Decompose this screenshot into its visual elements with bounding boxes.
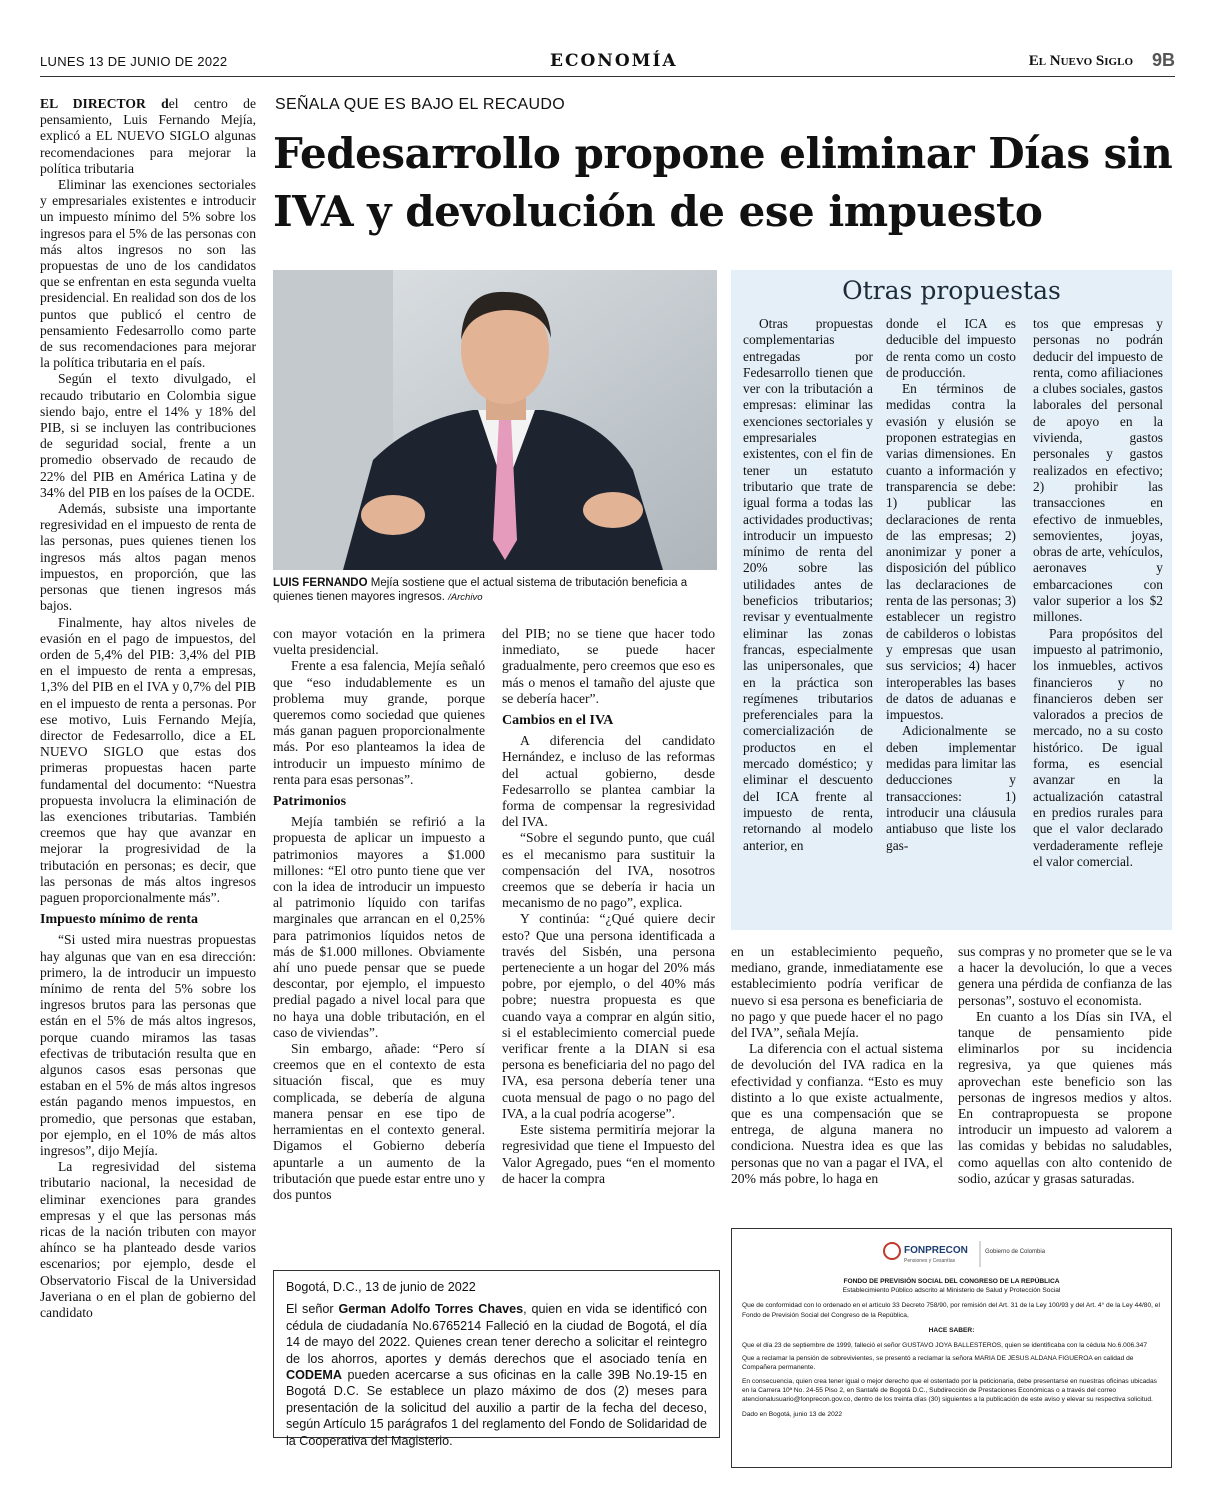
paragraph: Además, subsiste una importante regresividad en el impuesto de renta de las personas, pues quienes tienen los ingresos más altos pagan menos impuestos, en proporción, que las personas que tienen ingresos más bajos. xyxy=(40,501,256,614)
article-photo xyxy=(273,270,717,570)
notice-intro: Que de conformidad con lo ordenado en el artículo 33 Decreto 758/90, por remisión del Art. 31 de la Ley 100/93 y del Art. 4° de la Ley 44/80, el Fondo de Previsión Social del Congreso de la República, xyxy=(742,1302,1160,1319)
hace-saber: HACE SABER: xyxy=(928,1326,975,1334)
notice-body xyxy=(286,1301,707,1449)
notice-dated: Dado en Bogotá, junio 13 de 2022 xyxy=(742,1411,843,1419)
page-number: 9B xyxy=(1151,50,1175,70)
fonprecon-logo-icon xyxy=(882,1237,1046,1271)
subheading: Cambios en el IVA xyxy=(502,713,614,729)
paragraph: donde el ICA es deducible del impuesto de renta como un costo de producción. xyxy=(886,316,1016,380)
issue-date: LUNES 13 DE JUNIO DE 2022 xyxy=(40,54,228,69)
logo-text: FONPRECON xyxy=(904,1245,968,1256)
caption-lead: LUIS FERNANDO xyxy=(273,577,368,589)
notice-text: El señor xyxy=(286,1302,339,1317)
article-column-4 xyxy=(731,944,943,1187)
subheading: Patrimonios xyxy=(273,794,347,810)
paragraph: “Si usted mira nuestras propuestas hay algunas que van en esa dirección: primero, la de introducir un impuesto mínimo de renta del 5% sobre los ingresos brutos para las personas que están en el 5% de más altos ingresos, porque cuando miramos las tasas efectivas de tributación resulta que en algunos casos esas personas que estaban en el 5% de más altos ingresos están pagando menos impuestos, en promedio, que personas que estaban, por ejemplo, en el 10% de más altos ingresos”, dijo Mejía. xyxy=(40,932,256,1158)
notice-city-date: Bogotá, D.C., 13 de junio de 2022 xyxy=(286,1280,476,1294)
organization-name: CODEMA xyxy=(286,1368,342,1383)
notice-text: Que el día 23 de septiembre de 1999, falleció el señor GUSTAVO JOYA BALLESTEROS, quien se identificaba con la cédula No.6.006.347 xyxy=(742,1342,1148,1350)
paragraph: Otras propuestas complementarias entregadas por Fedesarrollo tienen que ver con la tributación a empresas: eliminar las exenciones sectoriales y empresariales existentes, con el fin de tener un estatuto tributario que trate de igual forma a todas las actividades productivas; introducir un impuesto mínimo de renta del 20% sobre las utilidades antes de beneficios tributarios; revisar y eventualmente eliminar las zonas francas, especialmente las unipersonales, que en la práctica son regímenes tributarios preferenciales para la comercialización de productos en el mercado doméstico; y eliminar el descuento del ICA frente al impuesto de renta, retornando al modelo anterior, en xyxy=(743,316,873,853)
entity-name: FONDO DE PREVISIÓN SOCIAL DEL CONGRESO DE LA REPÚBLICA xyxy=(843,1278,1060,1285)
portrait-illustration xyxy=(273,270,717,570)
paragraph: En términos de medidas contra la evasión y elusión se proponen estrategias en varias dimensiones. En cuanto a información y transparencia se debe: 1) publicar las declaraciones de renta de las empresas; 2) anonimizar y poner a disposición del público las declaraciones de renta de las personas; 3) establecer un registro de cabilderos o lobistas y empresas que usan sus servicios; 4) hacer interoperables las bases de datos de aduanas e impuestos. xyxy=(886,381,1016,723)
paragraph: Y continúa: “¿Qué quiere decir esto? Que una persona identificada a través del Sisbén, una persona perteneciente a un hogar del 20% más pobre, por ejemplo, o del 40% más pobre; nuestra propuesta es que cuando vaya a comprar en algún sitio, si el establecimiento comercial puede verificar frente a la DIAN si esa persona es beneficiaria del no pago del IVA, esa persona debería tener una cuota mensual de pago o no pago del IVA, a la cual podría acogerse”. xyxy=(502,911,715,1121)
lead-bold: EL DIRECTOR d xyxy=(40,96,169,111)
sidebar-column-1 xyxy=(743,316,873,854)
article-column-3 xyxy=(502,626,715,1187)
sidebar-column-2 xyxy=(886,316,1016,854)
paragraph: Eliminar las exenciones sectoriales y empresariales existentes e introducir un impuesto mínimo del 5% sobre los ingresos para el 5% de las personas con más altos ingresos no son las propuestas de uno de los candidatos que se enfrentan en esta segunda vuelta presidencial. En realidad son dos de los puntos que publicó el centro de pensamiento Fedesarrollo como parte de sus recomendaciones para mejorar la política tributaria en el país. xyxy=(40,177,256,371)
sidebar-box xyxy=(731,270,1172,930)
notice-text: En consecuencia, quien crea tener igual o mejor derecho que el ostentado por la peticionaria, debe presentarse en nuestras oficinas ubicadas en la Carrera 10ª No. 24-55 Piso 2, en Santafé de Bogotá D.C., Subdirección de Prestaciones Económicas o a través del correo atencionalusuario@fonprecon.gov.co, dentro de los treinta días (30) siguientes a la publicación de este aviso y elevar su respectiva solicitud. xyxy=(742,1377,1157,1404)
paragraph: en un establecimiento pequeño, mediano, grande, inmediatamente ese establecimiento podría verificar de nuevo si esa persona es beneficiaria de no pago y que puede hacer el no pago del IVA”, señala Mejía. xyxy=(731,944,943,1041)
legal-notice-fonprecon xyxy=(731,1228,1172,1468)
caption-text: Mejía sostiene que el actual sistema de tributación beneficia a quienes tienen mayores ingresos. xyxy=(273,577,688,603)
paragraph: Según el texto divulgado, el recaudo tributario en Colombia sigue siendo bajo, entre el 14% y 18% del PIB, si se incluyen las contribuciones de seguridad social, frente a un promedio observado de recaudo de 22% del PIB en América Latina y de 34% del PIB en los países de la OCDE. xyxy=(40,371,256,500)
paragraph: “Sobre el segundo punto, que cuál es el mecanismo para sustituir la compensación del IVA, nosotros creemos que se debería ir hacia un mecanismo de no pago”, explica. xyxy=(502,830,715,911)
paragraph: Para propósitos del impuesto al patrimonio, los inmuebles, activos financieros y no financieros deben ser valorados a precios de mercado, no a su costo histórico. De igual forma, es esencial avanzar en la actualización catastral en predios rurales para que el valor declarado verdaderamente refleje el valor comercial. xyxy=(1033,625,1163,869)
sidebar-column-3 xyxy=(1033,316,1163,870)
deceased-name: German Adolfo Torres Chaves xyxy=(338,1302,524,1317)
sidebar-title: Otras propuestas xyxy=(842,276,1061,305)
article-lead xyxy=(40,96,256,177)
paragraph: A diferencia del candidato Hernández, e incluso de las reformas del actual gobierno, desde Fedesarrollo se plantea cambiar la forma de compensar la regresividad del IVA. xyxy=(502,733,715,830)
article-column-2 xyxy=(273,626,485,1203)
paragraph: Mejía también se refirió a la propuesta de aplicar un impuesto a patrimonios mayores a $1.000 millones: “El otro punto tiene que ver con la idea de introducir un impuesto al patrimonio líquido con tarifas marginales que arrancan en el 0,25% para patrimonios líquidos netos de más de $1.000 millones. Obviamente ahí uno puede pensar que se puede descontar, por ejemplo, el impuesto predial pagado a nivel local para que no haya una doble tributación, en el caso de viviendas”. xyxy=(273,814,485,1040)
notice-text: pueden acercarse a sus oficinas en la calle 39B No.19-15 en Bogotá D.C. Se establece un plazo máximo de dos (2) meses para presentación de la solicitud del auxilio a partir de la fecha del deceso, según Artículo 15 parágrafos 1 del reglamento del Fondo de Solidaridad de la Cooperativa del Magisterio. xyxy=(286,1368,707,1448)
paragraph: sus compras y no prometer que se le va a hacer la devolución, lo que a veces genera una pérdida de confianza de las personas”, sostuvo el economista. xyxy=(958,944,1172,1008)
section-name: ECONOMÍA xyxy=(550,51,678,71)
entity-sub: Establecimiento Público adscrito al Ministerio de Salud y Protección Social xyxy=(842,1287,1061,1295)
lead-text: el centro de pensamiento, Luis Fernando Mejía, explicó a EL NUEVO SIGLO algunas recomendaciones para mejorar la política tributaria xyxy=(40,96,257,176)
article-column-5 xyxy=(958,944,1172,1187)
notice-text: Que a reclamar la pensión de sobrevivientes, se presentó a reclamar la señora MARIA DE JESUS ALDANA FIGUEROA en calidad de Compañera permanente. xyxy=(742,1355,1134,1372)
article-column-1 xyxy=(40,96,256,1321)
photo-caption xyxy=(273,576,717,605)
paragraph: Sin embargo, añade: “Pero sí creemos que en el contexto de esta situación fiscal, que es muy complicada, se debería de alguna manera pensar en ese tipo de herramientas en el contexto general. Digamos el Gobierno debería apuntarle a un aumento de la tributación que puede estar entre uno y dos puntos xyxy=(273,1041,485,1202)
masthead xyxy=(40,50,1175,77)
paragraph: Este sistema permitiría mejorar la regresividad que tiene el Impuesto del Valor Agregado, pues “en el momento de hacer la compra xyxy=(502,1122,715,1186)
notice-text: , quien en vida se identificó con cédula de ciudadanía No.6765214 Falleció en la ciudad de Bogotá, el día 14 de mayo del 2022. Quienes crean tener derecho a solicitar el reintegro de los ahorros, aportes y demás derechos que el asociado tenía en xyxy=(286,1302,708,1366)
article-kicker: SEÑALA QUE ES BAJO EL RECAUDO xyxy=(275,96,565,113)
paragraph: La regresividad del sistema tributario nacional, la necesidad de eliminar exenciones para grandes empresas y el que las personas más ricas de la nación tributen con mayor ahínco se ha planteado desde varios escenarios; por ejemplo, desde el Observatorio Fiscal de la Universidad Javeriana o en el plan de gobierno del candidato xyxy=(40,1159,256,1321)
gov-text: Gobierno de Colombia xyxy=(985,1249,1046,1255)
paragraph: Finalmente, hay altos niveles de evasión en el pago de impuestos, del orden de 5,4% del PIB: 3,4% del PIB en el impuesto de renta a empresas, 1,3% del PIB en el IVA y 0,7% del PIB en el impuesto de renta a personas. Por ese motivo, Luis Fernando Mejía, director de Fedesarrollo, dice a EL NUEVO SIGLO que estas dos primeras propuestas hacen parte fundamental del documento: “Nuestra propuesta involucra la eliminación de las exenciones tributarias. También creemos que hay que avanzar en mejorar la progresividad de la tributación en personas; es decir, que las personas de más altos ingresos paguen proporcionalmente más”. xyxy=(40,614,256,905)
photo-credit: /Archivo xyxy=(448,592,483,603)
legal-notice-codema xyxy=(273,1270,720,1448)
article-headline: Fedesarrollo propone eliminar Días sin IVA y devolución de ese impuesto xyxy=(273,129,1173,236)
paragraph: con mayor votación en la primera vuelta presidencial. xyxy=(273,626,485,658)
paragraph: tos que empresas y personas no podrán deducir del impuesto de renta, como afiliaciones a clubes sociales, gastos laborales del personal de apoyo en la vivienda, gastos personales y gastos realizados en efectivo; 2) prohibir las transacciones en efectivo de inmuebles, semovientes, joyas, obras de arte, vehículos, aeronaves y embarcaciones con valor superior a los $2 millones. xyxy=(1033,316,1163,625)
paragraph: Frente a esa falencia, Mejía señaló que “eso indudablemente es un problema muy grande, porque queremos como sociedad que quienes más ganan paguen proporcionalmente más. Por eso planteamos la idea de introducir un impuesto mínimo de renta para esas personas”. xyxy=(273,658,485,787)
paragraph: La diferencia con el actual sistema de devolución del IVA radica en la efectividad y confianza. “Esto es muy distinto a lo que existe actualmente, que es una compensación que se entrega, de alguna manera no condiciona. Nuestra idea es que las personas que no van a pagar el IVA, el 20% más pobre, lo haga en xyxy=(731,1041,943,1186)
logo-sub: Pensiones y Cesantías xyxy=(904,1258,956,1264)
newspaper-brand: El Nuevo Siglo xyxy=(1028,53,1133,69)
paragraph: Adicionalmente se deben implementar medidas para limitar las deducciones y transacciones: 1) introducir una cláusula antiabuso que liste los gas- xyxy=(886,723,1016,853)
paragraph: En cuanto a los Días sin IVA, el tanque de pensamiento pide eliminarlos por su incidencia regresiva, ya que quienes más aprovechan este beneficio son las personas de ingresos medios y altos. En contrapropuesta se propone introducir un impuesto ad valorem a las comidas y bebidas no saludables, como aquellas con alto contenido de sodio, azúcar y grasas saturadas. xyxy=(958,1008,1172,1186)
paragraph: del PIB; no se tiene que hacer todo inmediato, se puede hacer gradualmente, pero creemos que eso es más o menos el tamaño del ajuste que se debería hacer”. xyxy=(502,626,715,706)
subheading: Impuesto mínimo de renta xyxy=(40,912,199,928)
fonprecon-logo xyxy=(882,1237,1046,1271)
